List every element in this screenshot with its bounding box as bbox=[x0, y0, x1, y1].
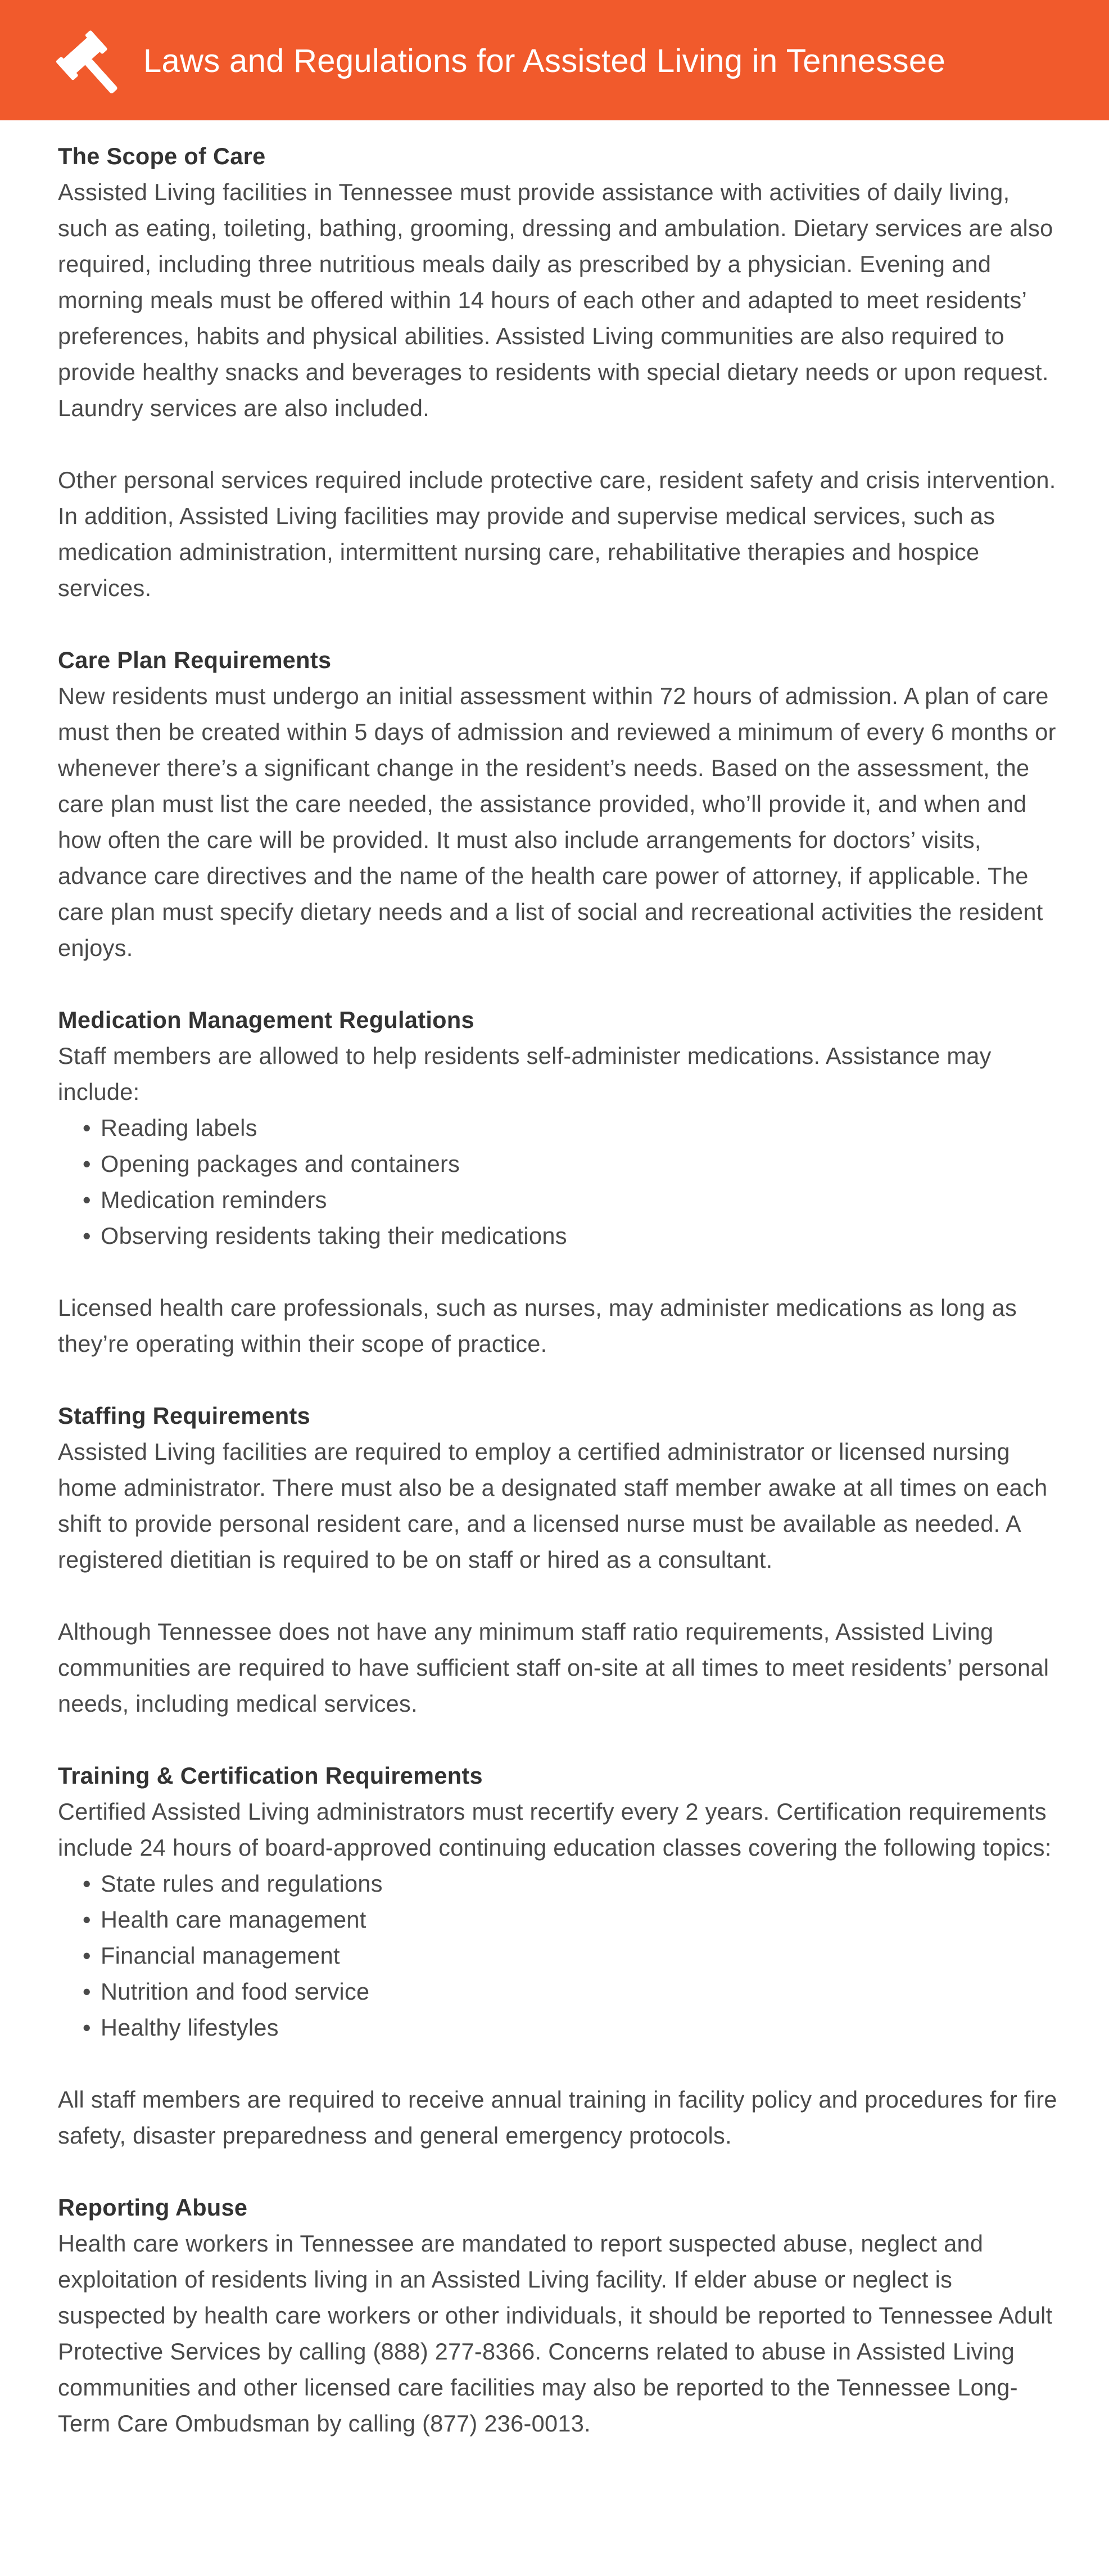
section-heading: Reporting Abuse bbox=[58, 2194, 248, 2221]
paragraph: Assisted Living facilities in Tennessee must provide assistance with activities of daily living, such as eating, toileting, bathing, grooming, dressing and ambulation. Dietary services are also required, including three nutritious meals daily as prescribed by a physician. Evening and morning meals must be offered within 14 hours of each other and adapted to meet residents’ preferences, habits and physical abilities. Assisted Living communities are also required to provide healthy snacks and beverages to residents with special dietary needs or upon request. Laundry services are also included. bbox=[58, 179, 1053, 421]
paragraph: Licensed health care professionals, such as nurses, may administer medications as long as they’re operating within their scope of practice. bbox=[58, 1294, 1017, 1357]
list-item: • Reading labels bbox=[83, 1110, 1058, 1146]
list-item: • Opening packages and containers bbox=[83, 1146, 1058, 1182]
section-heading: Medication Management Regulations bbox=[58, 1007, 474, 1033]
paragraph: Other personal services required include protective care, resident safety and crisis intervention. In addition, Assisted Living facilities may provide and supervise medical services, such as medication administration, intermittent nursing care, rehabilitative therapies and hospice services. bbox=[58, 467, 1056, 601]
bullet-list bbox=[58, 1110, 1058, 1254]
section-staffing bbox=[58, 1398, 1058, 1722]
list-item: • Nutrition and food service bbox=[83, 1974, 1058, 2010]
section-heading: The Scope of Care bbox=[58, 143, 266, 169]
section-heading: Care Plan Requirements bbox=[58, 647, 332, 673]
list-item: • State rules and regulations bbox=[83, 1866, 1058, 1902]
paragraph: Health care workers in Tennessee are mandated to report suspected abuse, neglect and exploitation of residents living in an Assisted Living facility. If elder abuse or neglect is suspected by health care workers or other individuals, it should be reported to Tennessee Adult Protective Services by calling (888) 277-8366. Concerns related to abuse in Assisted Living communities and other licensed care facilities may also be reported to the Tennessee Long-Term Care Ombudsman by calling (877) 236-0013. bbox=[58, 2230, 1053, 2437]
article-body bbox=[58, 138, 1058, 2442]
paragraph: Staff members are allowed to help residents self-administer medications. Assistance may include: bbox=[58, 1043, 992, 1105]
list-item: • Health care management bbox=[83, 1902, 1058, 1938]
paragraph: Although Tennessee does not have any minimum staff ratio requirements, Assisted Living communities are required to have sufficient staff on-site at all times to meet residents’ personal needs, including medical services. bbox=[58, 1618, 1049, 1717]
list-item: • Medication reminders bbox=[83, 1182, 1058, 1218]
page-title: Laws and Regulations for Assisted Living in Tennessee bbox=[143, 43, 946, 79]
page-header bbox=[0, 0, 1109, 120]
paragraph: Assisted Living facilities are required to employ a certified administrator or licensed nursing home administrator. There must also be a designated staff member awake at all times on each shift to provide personal resident care, and a licensed nurse must be available as needed. A registered dietitian is required to be on staff or hired as a consultant. bbox=[58, 1438, 1048, 1573]
section-care-plan bbox=[58, 642, 1058, 966]
section-reporting-abuse bbox=[58, 2190, 1058, 2442]
section-heading: Staffing Requirements bbox=[58, 1402, 311, 1429]
section-training-certification bbox=[58, 1758, 1058, 2154]
paragraph: New residents must undergo an initial assessment within 72 hours of admission. A plan of care must then be created within 5 days of admission and reviewed a minimum of every 6 months or whenever there’s a significant change in the resident’s needs. Based on the assessment, the care plan must list the care needed, the assistance provided, who’ll provide it, and when and how often the care will be provided. It must also include arrangements for doctors’ visits, advance care directives and the name of the health care power of attorney, if applicable. The care plan must specify dietary needs and a list of social and recreational activities the resident enjoys. bbox=[58, 683, 1056, 961]
section-scope-of-care bbox=[58, 138, 1058, 606]
list-item: • Observing residents taking their medications bbox=[83, 1218, 1058, 1254]
section-medication-management bbox=[58, 1002, 1058, 1362]
paragraph: Certified Assisted Living administrators must recertify every 2 years. Certification requirements include 24 hours of board-approved continuing education classes covering the following topics: bbox=[58, 1798, 1052, 1861]
list-item: • Healthy lifestyles bbox=[83, 2010, 1058, 2046]
section-heading: Training & Certification Requirements bbox=[58, 1762, 483, 1789]
gavel-icon bbox=[52, 27, 130, 100]
list-item: • Financial management bbox=[83, 1938, 1058, 1974]
paragraph: All staff members are required to receive annual training in facility policy and procedures for fire safety, disaster preparedness and general emergency protocols. bbox=[58, 2086, 1057, 2149]
bullet-list bbox=[58, 1866, 1058, 2046]
